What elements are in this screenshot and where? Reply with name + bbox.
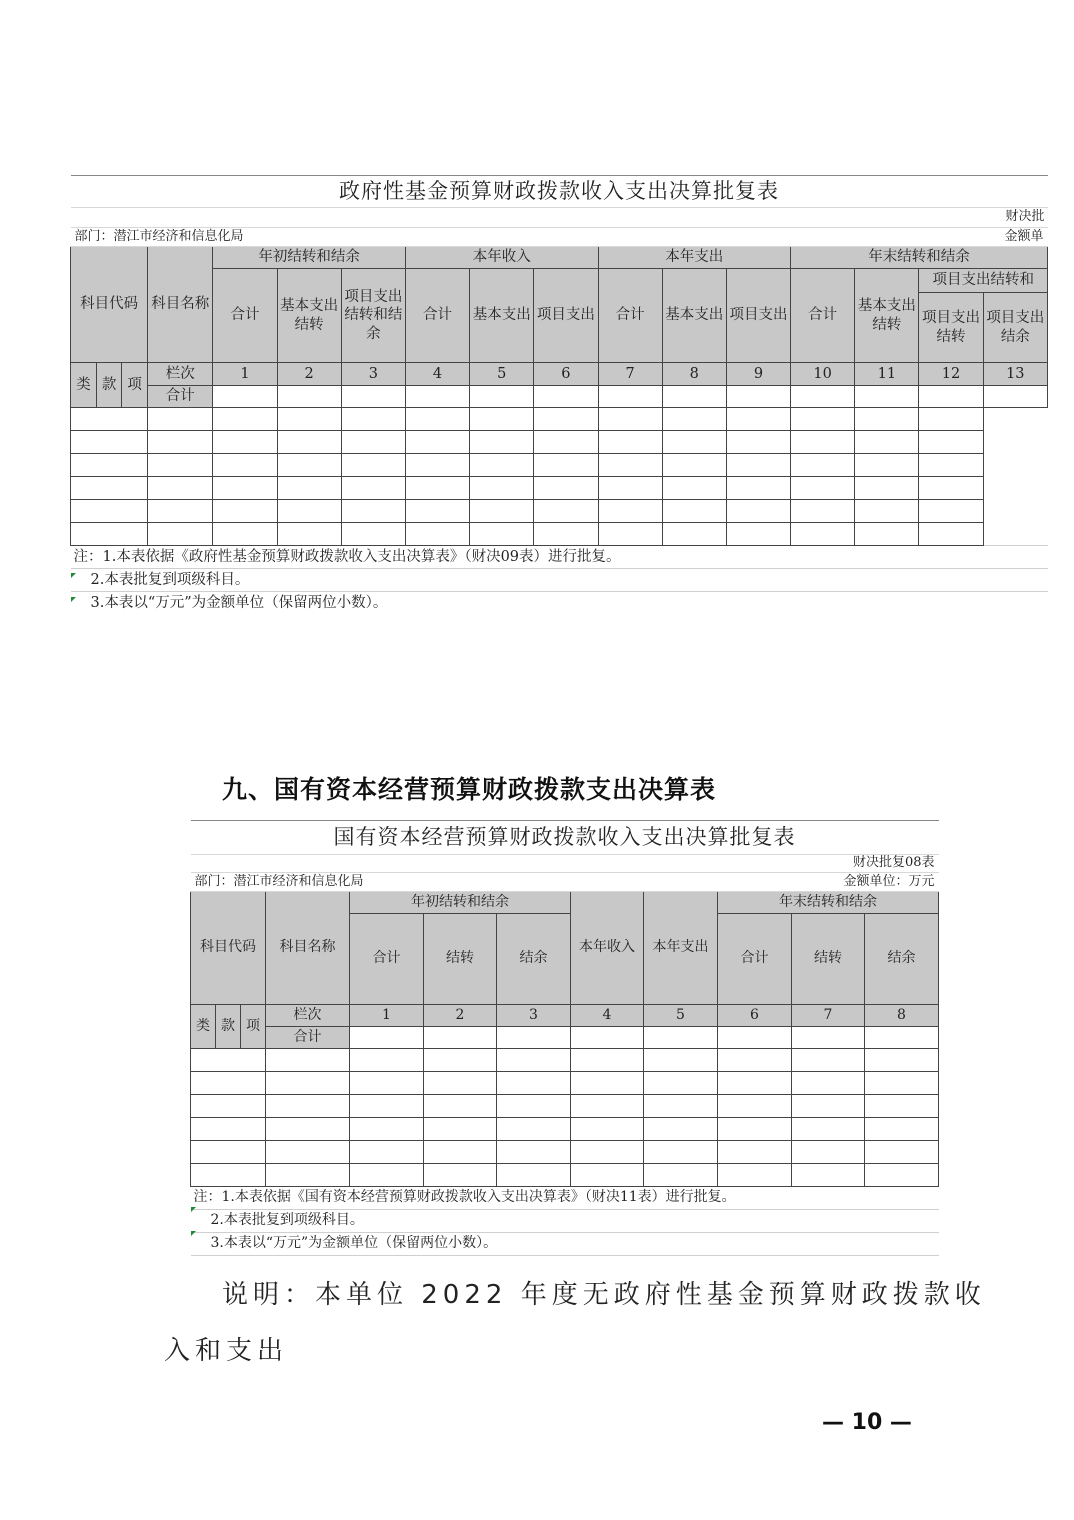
table1-col-number: 5	[470, 363, 534, 386]
table2-header-subject-code: 科目代码	[191, 892, 266, 1005]
table2-col-number: 1	[350, 1005, 424, 1027]
table2-form-code: 财决批复08表	[191, 855, 939, 873]
government-fund-approval-table	[70, 175, 1048, 613]
explanation-line-2: 入和支出	[164, 1336, 289, 1366]
table1-group-closing: 年末结转和结余	[791, 247, 1048, 269]
table2-title: 国有资本经营预算财政拨款收入支出决算批复表	[191, 821, 939, 855]
table1-header-kuan: 款	[97, 363, 122, 408]
table1-sub-header: 合计	[405, 269, 469, 363]
table1-lanci: 栏次	[148, 363, 213, 386]
table2-col-number: 7	[792, 1005, 865, 1027]
table1-note-3: 3.本表以“万元”为金额单位（保留两位小数）。	[71, 592, 1048, 614]
cell-marker-icon	[191, 1207, 196, 1212]
table1-group-opening: 年初结转和结余	[213, 247, 406, 269]
table1-note-2: 2.本表批复到项级科目。	[71, 569, 1048, 592]
table2-header-subject-name: 科目名称	[266, 892, 350, 1005]
table2-sub-header: 合计	[718, 914, 792, 1005]
table1-col-number: 13	[983, 363, 1047, 386]
table2-group-opening: 年初结转和结余	[350, 892, 571, 914]
table1-sub-header: 合计	[213, 269, 277, 363]
table2-total-label: 合计	[266, 1027, 350, 1049]
cell-marker-icon	[71, 573, 76, 578]
table1-col-number: 1	[213, 363, 277, 386]
table-row	[71, 431, 1048, 454]
table-row	[191, 1072, 939, 1095]
table1-sub-header: 合计	[791, 269, 855, 363]
table2-note-2: 2.本表批复到项级科目。	[191, 1210, 939, 1233]
table2-header-xiang: 项	[241, 1005, 266, 1049]
table1-sub-header: 基本支出结转	[277, 269, 341, 363]
table-row	[191, 1118, 939, 1141]
table-row	[71, 523, 1048, 546]
table1-sub-header: 合计	[598, 269, 662, 363]
table1-unit: 金额单	[791, 228, 1048, 247]
table1-form-code: 财决批	[71, 208, 1048, 228]
table1-sub-header: 项目支出结余	[983, 293, 1047, 363]
table1-header-subject-name: 科目名称	[148, 247, 213, 363]
table2-group-closing: 年末结转和结余	[718, 892, 939, 914]
table2-header-kuan: 款	[216, 1005, 241, 1049]
state-capital-approval-table	[190, 820, 938, 1256]
table2-lanci: 栏次	[266, 1005, 350, 1027]
table-row	[71, 500, 1048, 523]
table1-sub-header: 基本支出	[662, 269, 726, 363]
table1-sub-group-project: 项目支出结转和	[919, 269, 1048, 293]
table2-col-number: 4	[571, 1005, 644, 1027]
table1-sub-header: 基本支出	[470, 269, 534, 363]
table2-col-number: 8	[865, 1005, 939, 1027]
table2-note-1: 注：1.本表依据《国有资本经营预算财政拨款收入支出决算表》（财决11表）进行批复。	[191, 1187, 939, 1210]
table2-col-number: 2	[424, 1005, 497, 1027]
table-row	[191, 1095, 939, 1118]
table2-department: 部门：潜江市经济和信息化局	[191, 873, 644, 892]
table1-header-xiang: 项	[122, 363, 148, 408]
table2-unit: 金额单位：万元	[644, 873, 939, 892]
table-row	[191, 1049, 939, 1072]
table1-header-lei: 类	[71, 363, 97, 408]
cell-marker-icon	[191, 1231, 196, 1236]
table2-sub-header: 结转	[792, 914, 865, 1005]
table1-title: 政府性基金预算财政拨款收入支出决算批复表	[71, 176, 1048, 208]
table1-col-number: 8	[662, 363, 726, 386]
table2-header-expense: 本年支出	[644, 892, 718, 1005]
table1-col-number: 4	[405, 363, 469, 386]
table1-group-expense: 本年支出	[598, 247, 791, 269]
table1-total-label: 合计	[148, 386, 213, 408]
page-number: — 10 —	[822, 1410, 912, 1435]
table2-sub-header: 结余	[497, 914, 571, 1005]
table1-sub-header: 项目支出结转	[919, 293, 983, 363]
table1-col-number: 2	[277, 363, 341, 386]
table-row	[71, 477, 1048, 500]
table1-sub-header: 项目支出	[534, 269, 598, 363]
table-row	[191, 1164, 939, 1187]
explanation-line-1: 说明：本单位 2022 年度无政府性基金预算财政拨款收	[222, 1280, 986, 1310]
table2-col-number: 6	[718, 1005, 792, 1027]
table1-col-number: 3	[341, 363, 405, 386]
table2-sub-header: 合计	[350, 914, 424, 1005]
table1-col-number: 10	[791, 363, 855, 386]
table1-col-number: 11	[855, 363, 919, 386]
table-row	[71, 454, 1048, 477]
table1-col-number: 9	[726, 363, 790, 386]
table1-sub-header: 基本支出结转	[855, 269, 919, 363]
table2-header-lei: 类	[191, 1005, 216, 1049]
table2-header-income: 本年收入	[571, 892, 644, 1005]
table1-note-1: 注：1.本表依据《政府性基金预算财政拨款收入支出决算表》（财决09表）进行批复。	[71, 546, 1048, 569]
table2-col-number: 5	[644, 1005, 718, 1027]
table-row	[71, 408, 1048, 431]
table1-col-number: 12	[919, 363, 983, 386]
table-row	[191, 1141, 939, 1164]
table2-sub-header: 结余	[865, 914, 939, 1005]
table2-note-3: 3.本表以“万元”为金额单位（保留两位小数）。	[191, 1233, 939, 1256]
cell-marker-icon	[71, 597, 76, 602]
table1-group-income: 本年收入	[405, 247, 598, 269]
table1-col-number: 7	[598, 363, 662, 386]
table1-sub-header: 项目支出	[726, 269, 790, 363]
section-heading: 九、国有资本经营预算财政拨款支出决算表	[222, 775, 717, 804]
table1-header-subject-code: 科目代码	[71, 247, 148, 363]
table1-department: 部门：潜江市经济和信息化局	[71, 228, 791, 247]
table1-col-number: 6	[534, 363, 598, 386]
table1-sub-header: 项目支出结转和结余	[341, 269, 405, 363]
table2-col-number: 3	[497, 1005, 571, 1027]
table2-sub-header: 结转	[424, 914, 497, 1005]
